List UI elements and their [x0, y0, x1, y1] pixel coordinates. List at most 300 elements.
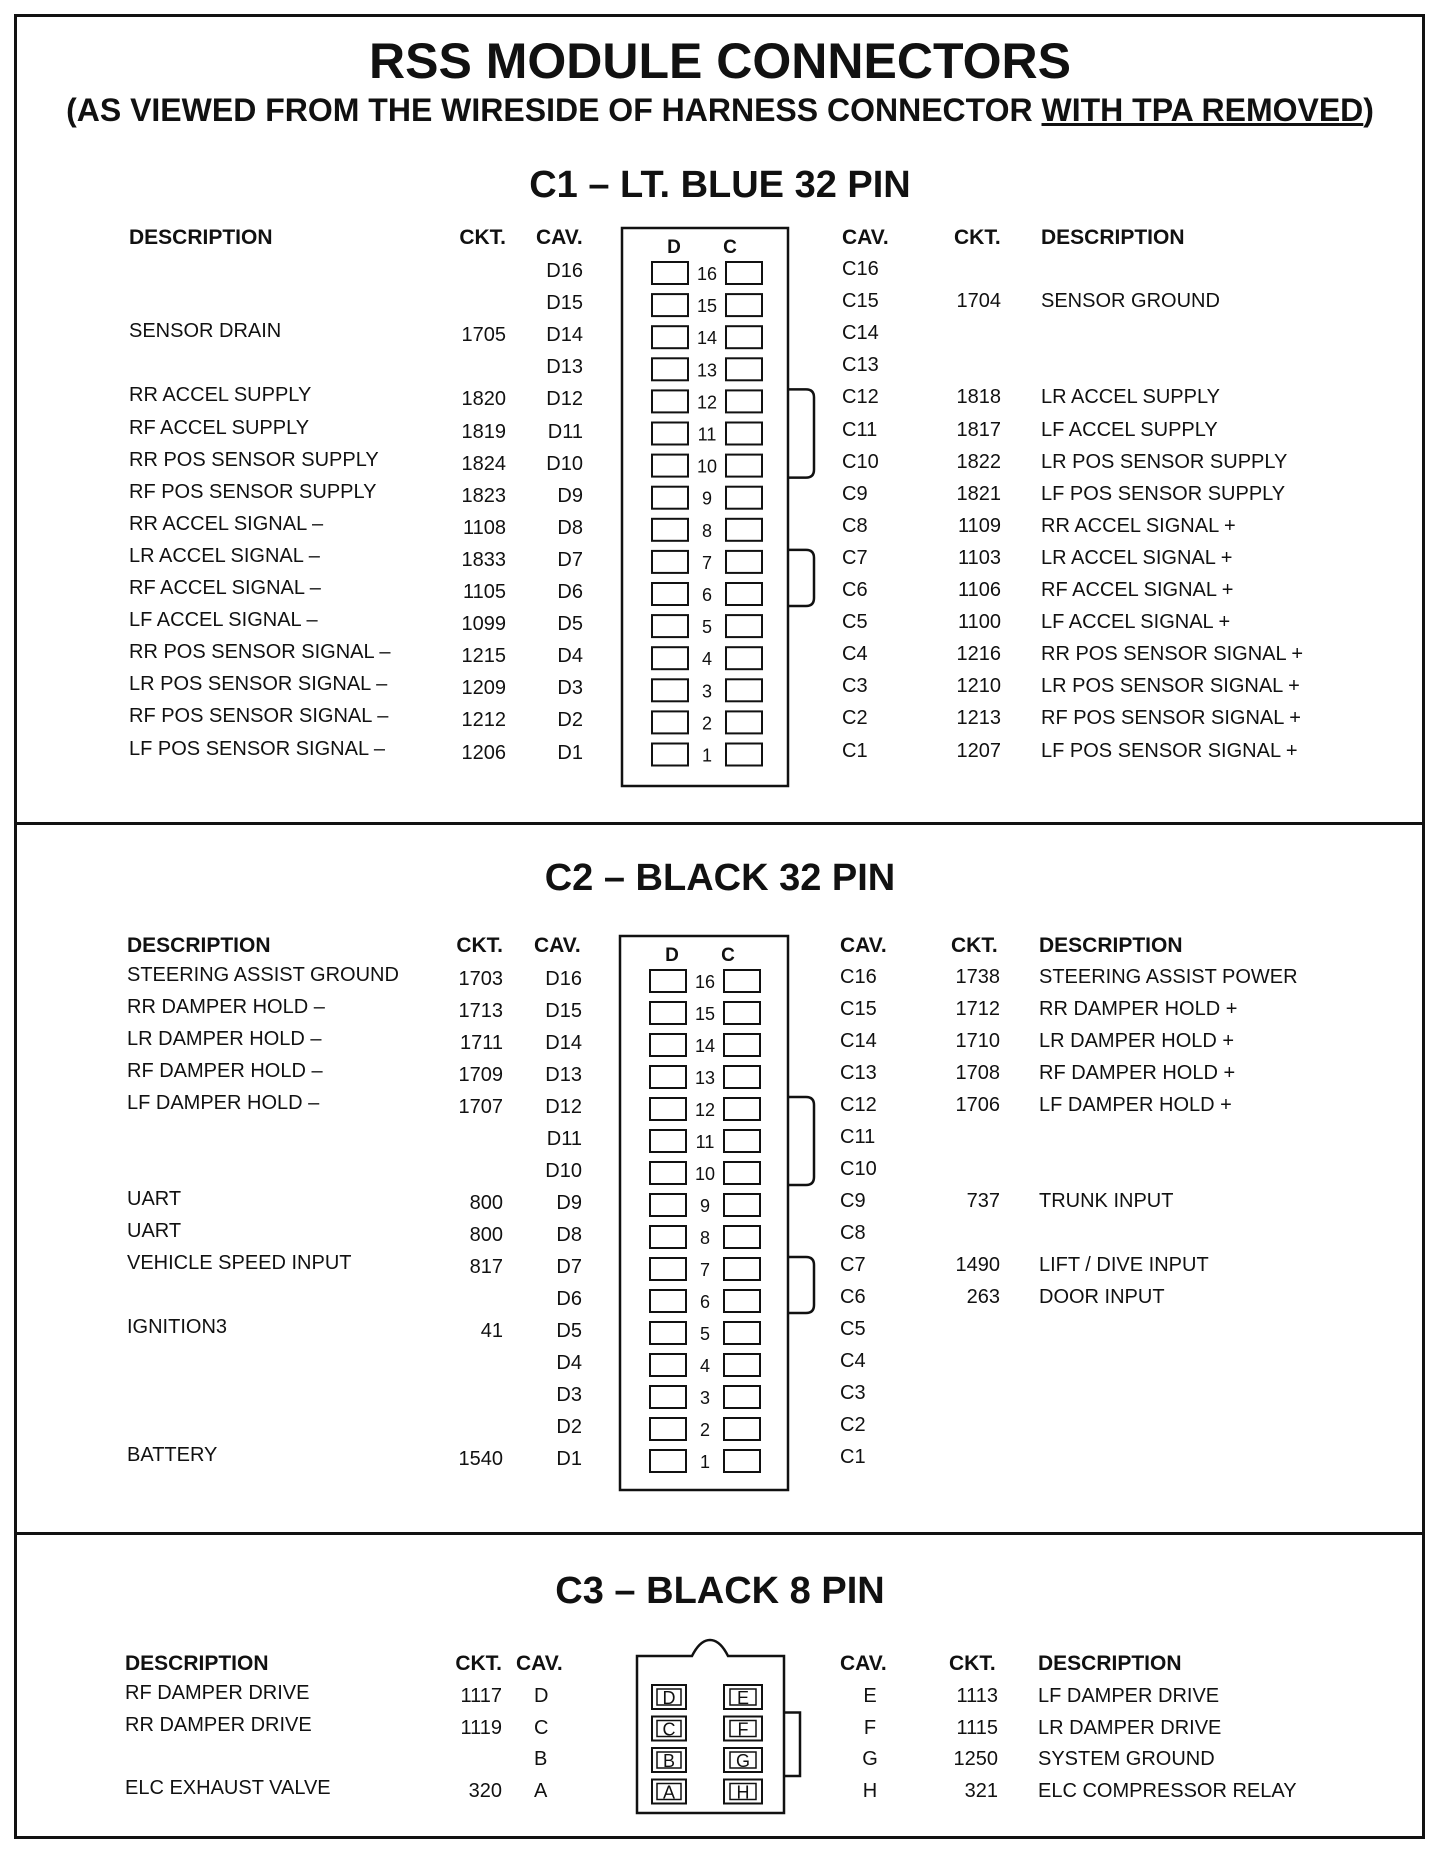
c2-right-ckt: 1490	[955, 1254, 1000, 1276]
c1-left-ckt: 1819	[461, 420, 506, 443]
page-title: RSS MODULE CONNECTORS	[369, 33, 1071, 89]
c3-left-cav: D	[534, 1685, 549, 1707]
c1-right-cav: C5	[842, 611, 868, 634]
c1-left-desc: RR ACCEL SIGNAL –	[129, 512, 324, 535]
c3-left-cav: C	[534, 1716, 549, 1739]
c2-right-cav: C1	[840, 1446, 866, 1468]
c1-left-cav: D13	[546, 356, 583, 379]
subtitle-text: (AS VIEWED FROM THE WIRESIDE OF HARNESS CONNECTOR	[66, 92, 1042, 128]
c1-left-ckt: 1833	[461, 548, 506, 571]
c2-right-cav: C13	[840, 1062, 877, 1084]
c2-latch-1	[788, 1097, 814, 1185]
c3-right-desc: LF DAMPER DRIVE	[1038, 1685, 1220, 1707]
c2-right-ckt: 263	[966, 1286, 1000, 1308]
c1-right-ckt: 1100	[957, 611, 1001, 634]
c2-left-cav: D10	[545, 1160, 582, 1182]
c1-header-description-left: DESCRIPTION	[129, 226, 273, 249]
c2-cavity-c	[724, 1034, 760, 1056]
c1-left-ckt: 1824	[461, 452, 506, 475]
c1-cavity-c	[726, 390, 762, 412]
c3-right-desc: SYSTEM GROUND	[1038, 1748, 1215, 1770]
c1-right-cav: C12	[842, 386, 879, 409]
c1-pin-number: 12	[696, 392, 718, 413]
c1-left-desc: LF ACCEL SIGNAL –	[129, 609, 318, 632]
c1-cavity-c	[726, 711, 762, 733]
c1-right-desc: RF POS SENSOR SIGNAL +	[1041, 707, 1301, 730]
c2-left-cav: D4	[556, 1352, 582, 1374]
c1-right-cav: C10	[842, 450, 879, 473]
c3-right-ckt: 1115	[956, 1716, 998, 1739]
c1-right-cav: C7	[842, 546, 868, 569]
c2-cavity-c	[724, 1450, 760, 1472]
c1-cavity-c	[726, 679, 762, 701]
c1-left-cav: D9	[557, 484, 583, 507]
c2-right-cav: C14	[840, 1030, 877, 1052]
c1-cavity-c	[726, 423, 762, 445]
c2-left-desc: VEHICLE SPEED INPUT	[127, 1252, 352, 1274]
c1-left-cav: D3	[557, 677, 583, 700]
c1-pin-number: 7	[701, 552, 713, 573]
c2-cavity-c	[724, 1130, 760, 1152]
c1-pin-number: 11	[697, 424, 717, 445]
c1-right-cav: C15	[842, 290, 879, 313]
c2-right-ckt: 1708	[955, 1062, 1000, 1084]
c1-header-description-right: DESCRIPTION	[1041, 226, 1185, 249]
c1-right-cav: C8	[842, 514, 868, 537]
c2-right-cav: C4	[840, 1350, 866, 1372]
c1-cavity-d	[652, 744, 688, 766]
c2-left-desc: UART	[127, 1188, 182, 1210]
c1-right-cav: C3	[842, 675, 868, 698]
c2-pin-number: 2	[699, 1420, 711, 1440]
c2-right-ckt: 1710	[955, 1030, 1000, 1052]
c1-pin-number: 3	[701, 681, 713, 702]
c1-left-ckt: 1212	[461, 709, 506, 732]
c1-pin-number: 16	[696, 264, 718, 284]
c1-pin-number: 2	[701, 713, 713, 734]
c1-pin-number: 4	[701, 649, 713, 670]
c2-header-ckt-left: CKT.	[456, 934, 503, 957]
c1-cavity-d	[652, 262, 688, 284]
c1-cavity-c	[726, 615, 762, 637]
c3-pin-letter: F	[737, 1719, 749, 1740]
c2-cavity-d	[650, 1322, 686, 1344]
c2-left-ckt: 41	[480, 1320, 503, 1342]
c3-header-ckt-right: CKT.	[949, 1652, 996, 1675]
c1-col-label-d: D	[667, 237, 681, 258]
c1-left-cav: D5	[557, 613, 583, 636]
c2-pin-number: 3	[699, 1388, 711, 1408]
c2-pin-number: 13	[694, 1068, 716, 1088]
c3-left-desc: RF DAMPER DRIVE	[125, 1682, 310, 1704]
c2-right-cav: C11	[840, 1126, 876, 1148]
c1-cavity-d	[652, 519, 688, 541]
c2-right-desc: STEERING ASSIST POWER	[1039, 966, 1298, 988]
c2-left-ckt: 1707	[458, 1096, 503, 1118]
c1-cavity-c	[726, 262, 762, 284]
c3-left-desc: ELC EXHAUST VALVE	[125, 1776, 331, 1799]
c2-right-desc: RF DAMPER HOLD +	[1039, 1062, 1236, 1084]
c1-header-cav-left: CAV.	[536, 226, 583, 249]
c2-pin-number: 10	[694, 1164, 716, 1184]
c2-right-cav: C6	[840, 1286, 866, 1308]
c3-right-cav: E	[863, 1685, 877, 1707]
c2-right-desc: TRUNK INPUT	[1039, 1190, 1174, 1212]
c1-right-cav: C14	[842, 322, 879, 345]
c3-left-desc: RR DAMPER DRIVE	[125, 1713, 312, 1736]
c1-right-desc: LR ACCEL SIGNAL +	[1041, 546, 1233, 569]
c3-right-cav: F	[863, 1716, 877, 1739]
c3-left-ckt: 1119	[460, 1716, 502, 1739]
c1-cavity-c	[726, 358, 762, 380]
c1-cavity-c	[726, 455, 762, 477]
c1-left-cav: D11	[547, 420, 583, 443]
c2-col-label-c: C	[721, 945, 735, 966]
c1-cavity-c	[726, 294, 762, 316]
c2-left-cav: D9	[556, 1192, 582, 1214]
c2-cavity-c	[724, 1098, 760, 1120]
c2-left-ckt: 1711	[459, 1032, 503, 1054]
c2-cavity-c	[724, 1002, 760, 1024]
c2-latch-2	[788, 1257, 814, 1313]
c2-cavity-d	[650, 1162, 686, 1184]
c1-pin-number: 15	[696, 296, 718, 317]
c2-right-cav: C2	[840, 1414, 866, 1436]
c2-right-cav: C3	[840, 1382, 866, 1404]
c1-right-ckt: 1822	[956, 450, 1001, 473]
c2-left-desc: LF DAMPER HOLD –	[127, 1092, 320, 1114]
c1-left-cav: D12	[546, 388, 583, 411]
c3-right-ckt: 1113	[956, 1685, 998, 1707]
c1-right-desc: RF ACCEL SIGNAL +	[1041, 579, 1234, 601]
c1-cavity-d	[652, 583, 688, 605]
c1-left-desc: RR POS SENSOR SIGNAL –	[129, 641, 391, 664]
c2-cavity-d	[650, 1354, 686, 1376]
c1-col-label-c: C	[723, 237, 737, 258]
c1-left-cav: D15	[546, 292, 583, 315]
c2-left-ckt: 817	[469, 1256, 503, 1278]
c3-left-ckt: 1117	[460, 1685, 502, 1707]
c2-left-ckt: 800	[469, 1192, 503, 1214]
c2-header-ckt-right: CKT.	[951, 934, 998, 957]
c1-left-desc: RF ACCEL SIGNAL –	[129, 577, 321, 599]
c2-pin-number: 6	[699, 1292, 711, 1312]
c1-right-cav: C1	[842, 739, 868, 762]
c2-right-ckt: 1738	[955, 966, 1000, 988]
c1-cavity-d	[652, 326, 688, 348]
c2-left-cav: D6	[556, 1288, 582, 1310]
c2-left-desc: UART	[127, 1220, 182, 1242]
c2-left-cav: D12	[545, 1096, 582, 1118]
c2-header-description-right: DESCRIPTION	[1039, 934, 1183, 957]
c1-header-cav-right: CAV.	[842, 226, 889, 249]
c1-left-cav: D6	[557, 581, 583, 603]
c1-left-cav: D10	[546, 452, 583, 475]
c3-left-cav: B	[534, 1748, 548, 1770]
c2-right-desc: RR DAMPER HOLD +	[1039, 998, 1238, 1020]
c3-title: C3 – BLACK 8 PIN	[555, 1570, 885, 1612]
c3-pin-letter: C	[662, 1719, 676, 1740]
c2-cavity-d	[650, 1194, 686, 1216]
c1-pin-number: 8	[701, 520, 713, 541]
c3-header-description-right: DESCRIPTION	[1038, 1652, 1182, 1675]
c1-cavity-d	[652, 390, 688, 412]
c1-left-cav: D4	[557, 645, 583, 668]
c2-right-cav: C16	[840, 966, 877, 988]
c3-left-ckt: 320	[468, 1779, 502, 1802]
c2-pin-number: 8	[699, 1228, 711, 1248]
c1-left-ckt: 1099	[461, 613, 506, 636]
c2-cavity-d	[650, 1034, 686, 1056]
c2-cavity-c	[724, 1066, 760, 1088]
c1-right-ckt: 1213	[956, 707, 1001, 730]
c1-pin-number: 6	[701, 585, 713, 605]
c1-right-desc: LR POS SENSOR SIGNAL +	[1041, 675, 1300, 698]
c2-cavity-d	[650, 1130, 686, 1152]
c3-header-ckt-left: CKT.	[455, 1652, 502, 1675]
c2-right-ckt: 1712	[955, 998, 1000, 1020]
c3-header-cav-left: CAV.	[516, 1652, 563, 1675]
c2-left-ckt: 800	[469, 1224, 503, 1246]
c1-latch-2	[788, 550, 814, 606]
c1-right-ckt: 1103	[957, 546, 1001, 569]
c2-left-desc: LR DAMPER HOLD –	[127, 1028, 322, 1050]
c2-header-cav-right: CAV.	[840, 934, 887, 957]
c2-right-desc: LR DAMPER HOLD +	[1039, 1030, 1235, 1052]
subtitle-underlined: WITH TPA REMOVED	[1041, 92, 1364, 128]
c2-right-ckt: 737	[966, 1190, 1000, 1212]
c2-left-cav: D5	[556, 1320, 582, 1342]
c3-right-ckt: 321	[964, 1779, 998, 1802]
c1-right-ckt: 1207	[956, 739, 1001, 762]
c2-right-desc: LF DAMPER HOLD +	[1039, 1094, 1232, 1116]
c1-right-desc: LR ACCEL SUPPLY	[1041, 386, 1220, 409]
c1-left-ckt: 1108	[462, 516, 506, 539]
c1-title: C1 – LT. BLUE 32 PIN	[529, 164, 911, 206]
c1-left-desc: RF POS SENSOR SIGNAL –	[129, 705, 389, 728]
c2-left-cav: D14	[545, 1032, 582, 1054]
c1-right-ckt: 1817	[956, 418, 1001, 441]
c1-left-ckt: 1823	[461, 484, 506, 507]
c2-pin-number: 15	[694, 1004, 716, 1024]
c1-right-ckt: 1106	[957, 579, 1001, 601]
c2-left-desc: IGNITION3	[127, 1316, 228, 1338]
c2-pin-number: 16	[694, 972, 716, 992]
c1-right-desc: LF POS SENSOR SUPPLY	[1041, 482, 1286, 505]
c2-cavity-c	[724, 1290, 760, 1312]
c1-cavity-c	[726, 326, 762, 348]
c2-right-cav: C12	[840, 1094, 877, 1116]
c1-pin-number: 5	[701, 617, 713, 638]
c1-cavity-c	[726, 519, 762, 541]
c3-right-desc: LR DAMPER DRIVE	[1038, 1716, 1222, 1739]
c2-left-cav: D13	[545, 1064, 582, 1086]
c2-title: C2 – BLACK 32 PIN	[544, 857, 896, 899]
c1-cavity-d	[652, 358, 688, 380]
c2-cavity-d	[650, 1002, 686, 1024]
c2-left-ckt: 1540	[458, 1448, 503, 1470]
c2-pin-number: 14	[694, 1036, 716, 1056]
c1-left-desc: RF POS SENSOR SUPPLY	[129, 480, 377, 503]
c2-cavity-c	[724, 1386, 760, 1408]
c2-right-cav: C15	[840, 998, 877, 1020]
c1-left-cav: D2	[557, 709, 583, 732]
c2-cavity-c	[724, 1162, 760, 1184]
c1-pin-number: 10	[696, 456, 718, 477]
c2-right-cav: C5	[840, 1318, 866, 1340]
c2-left-cav: D11	[546, 1128, 582, 1150]
c2-col-label-d: D	[665, 945, 679, 966]
c1-cavity-d	[652, 294, 688, 316]
c2-pin-number: 9	[699, 1196, 711, 1216]
c1-right-ckt: 1704	[956, 290, 1001, 313]
c1-latch-1	[788, 389, 814, 477]
c2-pin-number: 5	[699, 1324, 711, 1344]
c1-cavity-c	[726, 583, 762, 605]
c1-right-cav: C4	[842, 643, 868, 666]
c1-left-desc: RR POS SENSOR SUPPLY	[129, 448, 379, 471]
c1-left-desc: LR ACCEL SIGNAL –	[129, 544, 320, 567]
c1-pin-number: 9	[701, 488, 713, 509]
c2-pin-number: 11	[695, 1132, 715, 1152]
c2-left-cav: D15	[545, 1000, 582, 1022]
c2-cavity-c	[724, 1418, 760, 1440]
c2-left-ckt: 1709	[458, 1064, 503, 1086]
c2-right-desc: DOOR INPUT	[1039, 1286, 1165, 1308]
c2-cavity-d	[650, 1066, 686, 1088]
c1-right-ckt: 1109	[957, 514, 1001, 537]
c1-right-cav: C6	[842, 579, 868, 601]
c2-cavity-c	[724, 1258, 760, 1280]
c1-pin-number: 13	[696, 360, 718, 381]
c2-cavity-d	[650, 970, 686, 992]
c1-left-desc: RR ACCEL SUPPLY	[129, 384, 312, 407]
c3-header-cav-right: CAV.	[840, 1652, 887, 1675]
c2-cavity-c	[724, 1226, 760, 1248]
c1-right-ckt: 1821	[956, 482, 1001, 505]
c2-left-cav: D1	[556, 1448, 582, 1470]
c1-left-cav: D7	[557, 548, 583, 571]
c3-header-description-left: DESCRIPTION	[125, 1652, 269, 1675]
c1-cavity-d	[652, 615, 688, 637]
c2-left-cav: D16	[545, 968, 582, 990]
c1-pin-number: 14	[696, 328, 718, 349]
c1-cavity-d	[652, 487, 688, 509]
c2-cavity-d	[650, 1418, 686, 1440]
c1-right-cav: C2	[842, 707, 868, 730]
c1-left-ckt: 1105	[462, 581, 506, 603]
c2-left-ckt: 1713	[458, 1000, 503, 1022]
c1-pin-number: 1	[701, 745, 713, 766]
c1-right-desc: LF ACCEL SUPPLY	[1041, 418, 1218, 441]
c1-right-ckt: 1216	[956, 643, 1001, 666]
c1-left-ckt: 1820	[461, 388, 506, 411]
c1-right-desc: LF POS SENSOR SIGNAL +	[1041, 739, 1298, 762]
c1-left-ckt: 1215	[461, 645, 506, 668]
c1-cavity-d	[652, 455, 688, 477]
c1-left-desc: LF POS SENSOR SIGNAL –	[129, 737, 386, 760]
c1-right-cav: C13	[842, 354, 879, 377]
c3-left-cav: A	[534, 1779, 548, 1802]
c2-pin-number: 12	[694, 1100, 716, 1120]
c1-left-cav: D14	[546, 324, 583, 347]
c1-cavity-d	[652, 423, 688, 445]
c1-right-desc: RR POS SENSOR SIGNAL +	[1041, 643, 1304, 666]
c1-cavity-d	[652, 647, 688, 669]
c1-header-ckt-left: CKT.	[459, 226, 506, 249]
c2-left-cav: D2	[556, 1416, 582, 1438]
c2-left-ckt: 1703	[458, 968, 503, 990]
c1-right-desc: LR POS SENSOR SUPPLY	[1041, 450, 1288, 473]
c2-right-ckt: 1706	[955, 1094, 1000, 1116]
c3-right-ckt: 1250	[953, 1748, 998, 1770]
c3-pin-letter: D	[662, 1688, 676, 1708]
c1-cavity-d	[652, 711, 688, 733]
c2-cavity-d	[650, 1258, 686, 1280]
c2-cavity-d	[650, 1450, 686, 1472]
c1-left-cav: D16	[546, 260, 583, 282]
c2-pin-number: 1	[699, 1452, 711, 1472]
c2-right-cav: C8	[840, 1222, 866, 1244]
c1-left-cav: D1	[557, 741, 583, 764]
c2-left-desc: RF DAMPER HOLD –	[127, 1060, 323, 1082]
c1-cavity-d	[652, 679, 688, 701]
c2-cavity-d	[650, 1386, 686, 1408]
c1-cavity-c	[726, 744, 762, 766]
c2-left-desc: STEERING ASSIST GROUND	[127, 964, 399, 986]
c3-pin-letter: G	[735, 1751, 751, 1771]
c2-left-desc: BATTERY	[127, 1444, 218, 1466]
c2-left-desc: RR DAMPER HOLD –	[127, 996, 325, 1018]
c2-cavity-d	[650, 1290, 686, 1312]
c1-left-ckt: 1209	[461, 677, 506, 700]
c2-left-cav: D7	[556, 1256, 582, 1278]
c1-right-desc: LF ACCEL SIGNAL +	[1041, 611, 1231, 634]
c3-right-desc: ELC COMPRESSOR RELAY	[1038, 1779, 1297, 1802]
c2-left-cav: D3	[556, 1384, 582, 1406]
c1-right-desc: SENSOR GROUND	[1041, 290, 1220, 313]
c1-right-ckt: 1818	[956, 386, 1001, 409]
c3-right-cav: G	[862, 1748, 878, 1770]
c1-cavity-c	[726, 647, 762, 669]
c1-right-cav: C9	[842, 482, 868, 505]
c2-cavity-c	[724, 1322, 760, 1344]
c1-cavity-d	[652, 551, 688, 573]
c2-header-cav-left: CAV.	[534, 934, 581, 957]
c1-right-cav: C11	[842, 418, 878, 441]
c1-left-ckt: 1206	[461, 741, 506, 764]
c2-right-cav: C7	[840, 1254, 866, 1276]
c2-right-cav: C10	[840, 1158, 877, 1180]
c2-pin-number: 7	[699, 1260, 711, 1280]
c1-left-ckt: 1705	[461, 324, 506, 347]
c3-latch	[784, 1713, 800, 1777]
c3-pin-letter: B	[662, 1751, 676, 1771]
c2-cavity-c	[724, 1194, 760, 1216]
c1-right-ckt: 1210	[956, 675, 1001, 698]
c1-header-ckt-right: CKT.	[954, 226, 1001, 249]
c3-pin-letter: E	[736, 1688, 750, 1708]
c1-left-desc: SENSOR DRAIN	[129, 320, 282, 343]
c2-cavity-d	[650, 1226, 686, 1248]
c1-cavity-c	[726, 551, 762, 573]
c2-cavity-c	[724, 970, 760, 992]
c3-pin-letter: A	[662, 1782, 676, 1803]
subtitle-close: )	[1363, 92, 1374, 128]
c1-left-cav: D8	[557, 516, 583, 539]
c3-right-cav: H	[862, 1779, 878, 1802]
c1-cavity-c	[726, 487, 762, 509]
